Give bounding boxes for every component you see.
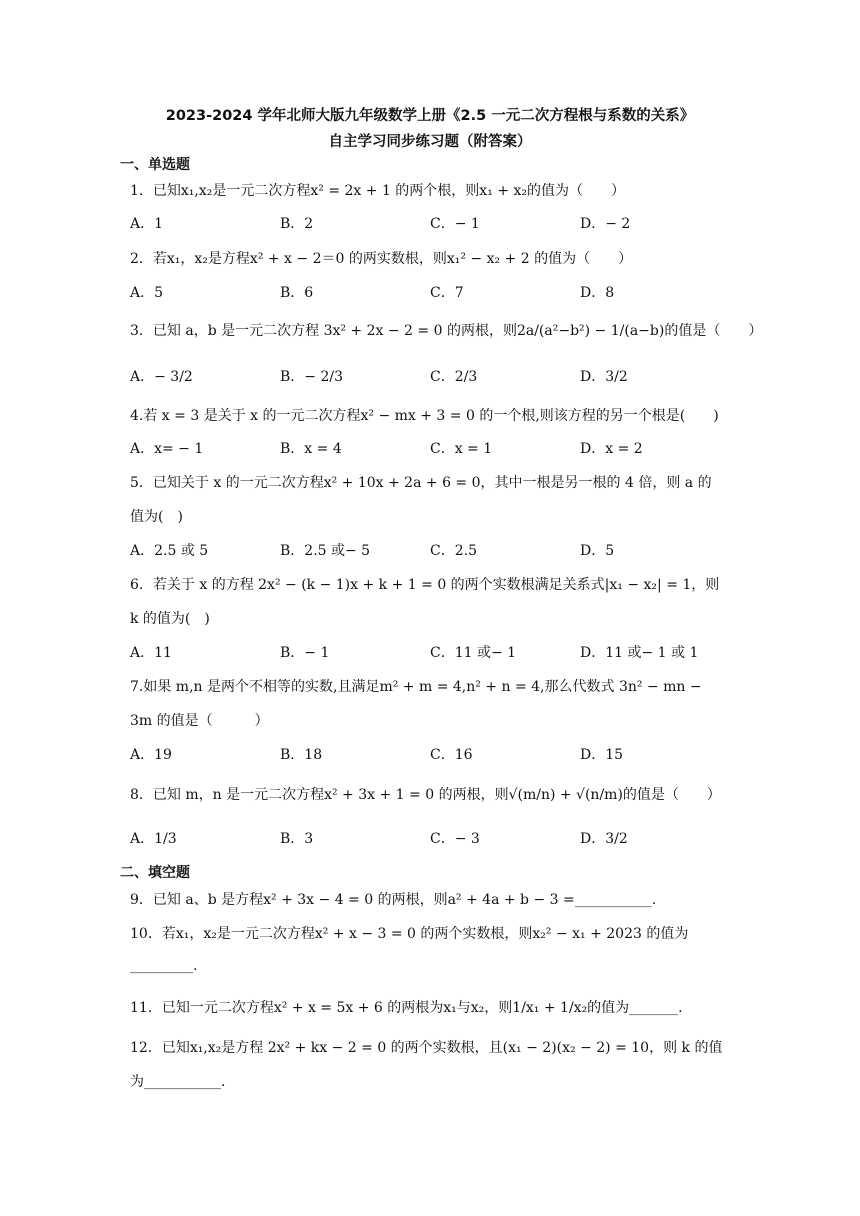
question-1-options bbox=[130, 213, 740, 237]
option-d: D．3/2 bbox=[580, 831, 628, 847]
option-c: C．− 3 bbox=[430, 831, 480, 847]
question-8-options bbox=[130, 828, 740, 852]
option-d: D．− 2 bbox=[580, 216, 631, 232]
question-12-line1: 12．已知x₁,x₂是方程 2x² + kx − 2 = 0 的两个实数根，且(x₁ − 2)(x₂ − 2) = 10，则 k 的值 bbox=[130, 1040, 723, 1056]
question-10-line2: _________. bbox=[130, 958, 198, 974]
option-c: C．7 bbox=[430, 285, 464, 301]
option-a: A．1/3 bbox=[130, 831, 177, 847]
option-a: A．11 bbox=[130, 645, 172, 661]
option-b: B．2.5 或− 5 bbox=[280, 543, 371, 559]
option-a: A．19 bbox=[130, 747, 172, 763]
question-2: 2．若x₁，x₂是方程x² + x − 2＝0 的两实数根，则x₁² − x₂ + 2 的值为（ ） bbox=[130, 251, 633, 267]
question-8: 8．已知 m，n 是一元二次方程x² + 3x + 1 = 0 的两根，则√(m/n) + √(n/m)的值是（ ） bbox=[130, 787, 721, 803]
question-1: 1．已知x₁,x₂是一元二次方程x² = 2x + 1 的两个根，则x₁ + x₂的值为（ ） bbox=[130, 183, 625, 199]
question-7-line1: 7.如果 m,n 是两个不相等的实数,且满足m² + m = 4,n² + n = 4,那么代数式 3n² − mn − bbox=[130, 679, 702, 695]
option-b: B．18 bbox=[280, 747, 323, 763]
option-b: B．3 bbox=[280, 831, 314, 847]
question-7-line2: 3m 的值是（ ） bbox=[130, 713, 269, 729]
question-9: 9．已知 a、b 是方程x² + 3x − 4 = 0 的两根，则a² + 4a + b − 3 =___________. bbox=[130, 892, 657, 908]
question-11: 11．已知一元二次方程x² + x = 5x + 6 的两根为x₁与x₂，则1/x₁ + 1/x₂的值为_______. bbox=[130, 1000, 683, 1016]
question-5-line1: 5．已知关于 x 的一元二次方程x² + 10x + 2a + 6 = 0，其中一根是另一根的 4 倍，则 a 的 bbox=[130, 475, 712, 491]
option-c: C．16 bbox=[430, 747, 473, 763]
option-c: C．x = 1 bbox=[430, 441, 493, 457]
option-d: D．5 bbox=[580, 543, 615, 559]
option-a: A．2.5 或 5 bbox=[130, 543, 209, 559]
question-4: 4.若 x = 3 是关于 x 的一元二次方程x² − mx + 3 = 0 的一个根,则该方程的另一个根是( ) bbox=[130, 408, 719, 424]
option-b: B．− 2/3 bbox=[280, 369, 343, 385]
question-12-line2: 为___________. bbox=[130, 1074, 226, 1090]
question-6-line1: 6．若关于 x 的方程 2x² − (k − 1)x + k + 1 = 0 的两个实数根满足关系式|x₁ − x₂| = 1，则 bbox=[130, 577, 720, 593]
question-3-options bbox=[130, 366, 740, 390]
option-d: D．15 bbox=[580, 747, 624, 763]
option-c: C．− 1 bbox=[430, 216, 480, 232]
section-heading-fill-in: 二、填空题 bbox=[120, 865, 190, 881]
question-7-options bbox=[130, 744, 740, 768]
option-d: D．x = 2 bbox=[580, 441, 643, 457]
option-c: C．2/3 bbox=[430, 369, 478, 385]
section-heading-single-choice: 一、单选题 bbox=[120, 157, 190, 173]
option-d: D．8 bbox=[580, 285, 615, 301]
question-6-line2: k 的值为( ) bbox=[130, 611, 210, 627]
question-6-options bbox=[130, 642, 740, 666]
option-d: D．3/2 bbox=[580, 369, 628, 385]
option-b: B．2 bbox=[280, 216, 314, 232]
option-b: B．− 1 bbox=[280, 645, 330, 661]
option-a: A．1 bbox=[130, 216, 164, 232]
question-10-line1: 10．若x₁，x₂是一元二次方程x² + x − 3 = 0 的两个实数根，则x₂² − x₁ + 2023 的值为 bbox=[130, 926, 689, 942]
option-a: A．5 bbox=[130, 285, 164, 301]
option-a: A．x= − 1 bbox=[130, 441, 204, 457]
question-5-line2: 值为( ) bbox=[130, 509, 183, 525]
option-d: D．11 或− 1 或 1 bbox=[580, 645, 699, 661]
option-c: C．11 或− 1 bbox=[430, 645, 517, 661]
document-title-line2: 自主学习同步练习题（附答案） bbox=[328, 134, 532, 150]
question-4-options bbox=[130, 438, 740, 462]
option-c: C．2.5 bbox=[430, 543, 477, 559]
option-a: A．− 3/2 bbox=[130, 369, 193, 385]
question-3: 3．已知 a，b 是一元二次方程 3x² + 2x − 2 = 0 的两根，则2a/(a²−b²) − 1/(a−b)的值是（ ） bbox=[130, 323, 763, 339]
option-b: B．x = 4 bbox=[280, 441, 342, 457]
document-title-line1: 2023-2024 学年北师大版九年级数学上册《2.5 一元二次方程根与系数的关系》 bbox=[165, 108, 695, 124]
option-b: B．6 bbox=[280, 285, 314, 301]
question-5-options bbox=[130, 540, 740, 564]
question-2-options bbox=[130, 282, 740, 306]
